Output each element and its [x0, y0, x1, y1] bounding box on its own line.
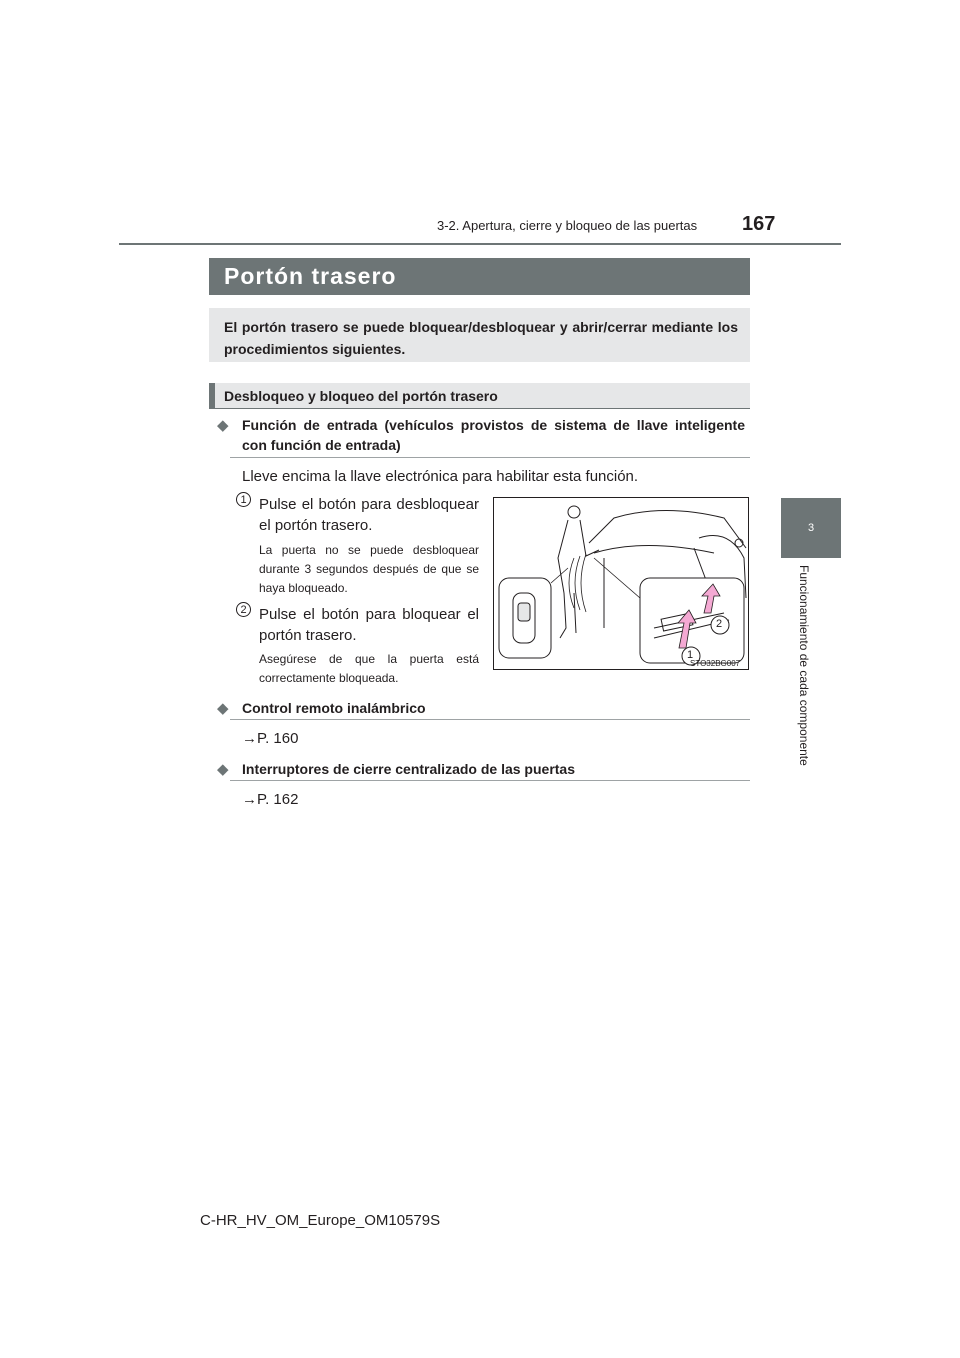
diamond-bullet-icon: ◆	[217, 700, 229, 717]
tailgate-illustration	[493, 497, 749, 670]
feature-title-remote-control: Control remoto inalámbrico	[242, 700, 426, 716]
header-section-title: 3-2. Apertura, cierre y bloqueo de las puertas	[437, 218, 698, 233]
step-1-note: La puerta no se puede desbloquear durante 3 segundos después de que se haya bloqueado.	[259, 543, 479, 595]
chapter-label: Funcionamiento de cada componente	[797, 565, 811, 766]
step-1-text: Pulse el botón para desbloquear el portón trasero.	[259, 496, 479, 534]
diamond-bullet-icon: ◆	[217, 417, 229, 434]
chapter-tab: 3	[781, 498, 841, 558]
feature-divider	[230, 780, 750, 781]
subheading-divider	[209, 408, 750, 409]
step-2-text: Pulse el botón para bloquear el portón trasero.	[259, 606, 479, 644]
callout-1: 1	[687, 649, 694, 661]
figure-code: STO32BG007	[690, 659, 741, 668]
tailgate-illustration-drawing	[494, 498, 748, 669]
step-2-note: Asegúrese de que la puerta está correctamente bloqueada.	[259, 652, 479, 685]
document-code: C-HR_HV_OM_Europe_OM10579S	[200, 1212, 441, 1229]
subheading-text: Desbloqueo y bloqueo del portón trasero	[224, 388, 498, 404]
page-reference-central-locking: →P. 162	[242, 791, 299, 808]
step-number-icon: 2	[236, 602, 251, 617]
header-divider	[119, 243, 841, 245]
page-reference-remote: →P. 160	[242, 730, 299, 747]
callout-2: 2	[716, 618, 723, 630]
feature-divider	[230, 457, 750, 458]
intro-text: El portón trasero se puede bloquear/desbloquear y abrir/cerrar mediante los procedimientos siguientes.	[224, 319, 738, 357]
feature-body-entry-function: Lleve encima la llave electrónica para habilitar esta función.	[242, 468, 639, 485]
step-number-icon: 1	[236, 492, 251, 507]
feature-divider	[230, 719, 750, 720]
feature-title-central-locking: Interruptores de cierre centralizado de las puertas	[242, 761, 576, 777]
section-title: Portón trasero	[224, 263, 397, 289]
page-number: 167	[742, 213, 776, 235]
feature-title-entry-function: Función de entrada (vehículos provistos de sistema de llave inteligente con función de entrada)	[242, 417, 745, 453]
diamond-bullet-icon: ◆	[217, 761, 229, 778]
